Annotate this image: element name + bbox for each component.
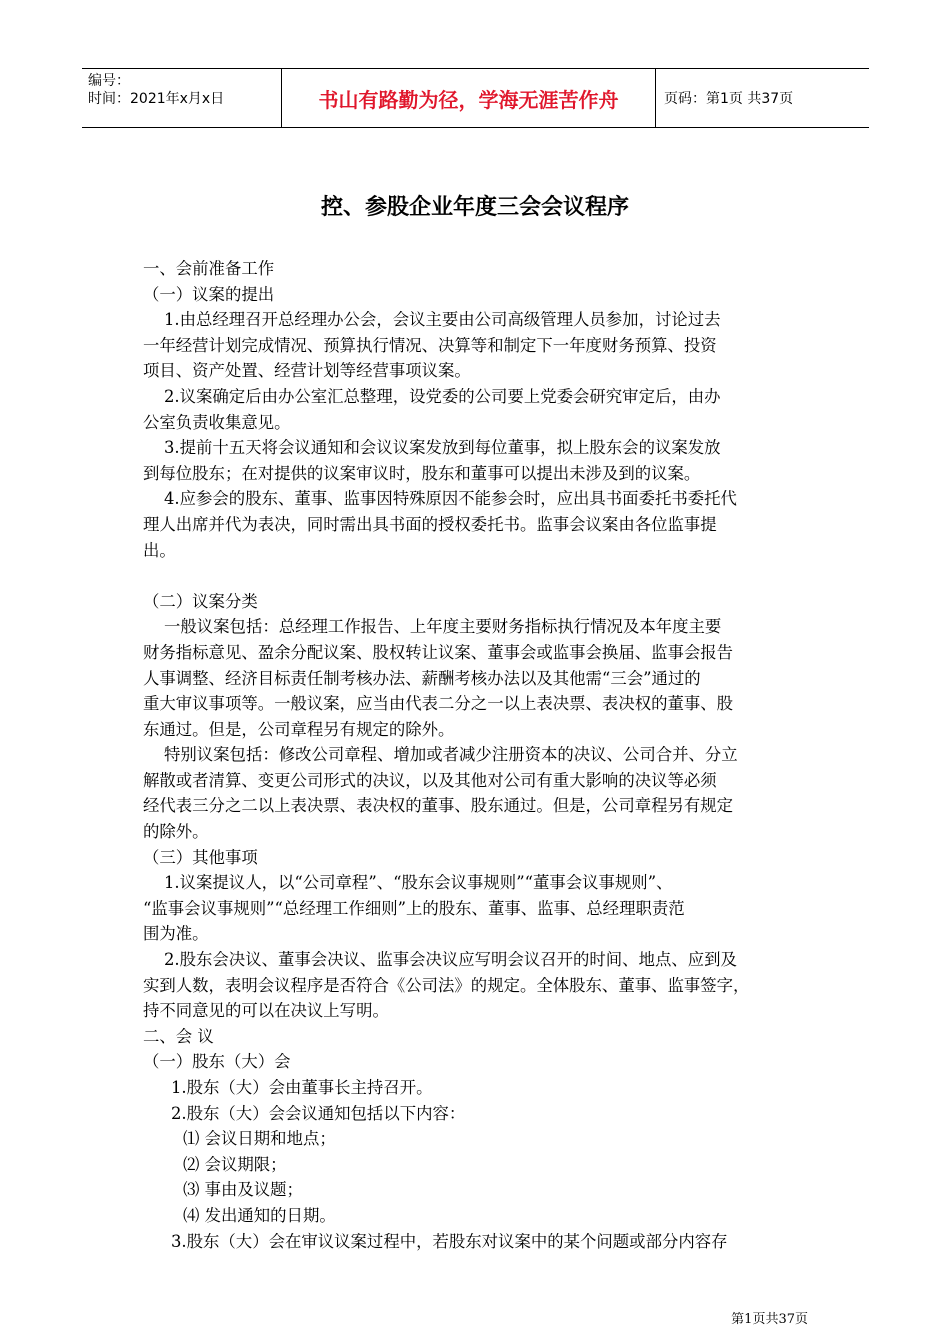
document-body — [143, 256, 808, 1254]
paragraph-line: 3.提前十五天将会议通知和会议议案发放到每位董事，拟上股东会的议案发放 — [164, 438, 721, 458]
paragraph-line: 财务指标意见、盈余分配议案、股权转让议案、董事会或监事会换届、监事会报告 — [143, 642, 734, 662]
motto: 书山有路勤为径，学海无涯苦作舟 — [282, 69, 656, 127]
paragraph-line: 1.议案提议人，以“公司章程”、“股东会议事规则”“董事会议事规则”、 — [164, 873, 673, 893]
subsection-heading: （三）其他事项 — [143, 847, 258, 867]
paragraph-line: 重大审议事项等。一般议案，应当由代表二分之一以上表决票、表决权的董事、股 — [143, 694, 734, 714]
header-table — [82, 68, 869, 128]
page-info: 页码：第1页 共37页 — [664, 91, 794, 107]
list-item: ⑶ 事由及议题； — [183, 1180, 303, 1200]
paragraph-line: “监事会议事规则”“总经理工作细则”上的股东、董事、监事、总经理职责范 — [143, 898, 685, 918]
document-title: 控、参股企业年度三会会议程序 — [320, 195, 629, 220]
paragraph-line: 东通过。但是，公司章程另有规定的除外。 — [143, 719, 455, 739]
paragraph-line: 的除外。 — [143, 822, 209, 842]
paragraph-line: 出。 — [143, 540, 176, 560]
paragraph-line: 围为准。 — [143, 924, 209, 944]
header-meta — [82, 69, 282, 127]
paragraph-line: 公室负责收集意见。 — [143, 412, 291, 432]
paragraph-line: 到每位股东；在对提供的议案审议时，股东和董事可以提出未涉及到的议案。 — [143, 463, 701, 483]
paragraph-line: 2.议案确定后由办公室汇总整理，设党委的公司要上党委会研究审定后，由办 — [164, 386, 721, 406]
list-item: 1.股东（大）会由董事长主持召开。 — [171, 1078, 433, 1097]
number-label: 编号： — [88, 73, 130, 89]
section-heading: 一、会前准备工作 — [143, 259, 275, 278]
paragraph-line: 解散或者清算、变更公司形式的决议，以及其他对公司有重大影响的决议等必须 — [143, 770, 717, 790]
paragraph-line: 一般议案包括：总经理工作报告、上年度主要财务指标执行情况及本年度主要 — [164, 617, 722, 637]
paragraph-line: 项目、资产处置、经营计划等经营事项议案。 — [143, 361, 471, 381]
list-item: 2.股东（大）会会议通知包括以下内容： — [171, 1103, 466, 1123]
list-item: 3.股东（大）会在审议议案过程中，若股东对议案中的某个问题或部分内容存 — [171, 1231, 728, 1251]
paragraph-line: 经代表三分之二以上表决票、表决权的董事、股东通过。但是，公司章程另有规定 — [143, 796, 734, 816]
list-item: ⑷ 发出通知的日期。 — [183, 1205, 336, 1225]
paragraph-line: 一年经营计划完成情况、预算执行情况、决算等和制定下一年度财务预算、投资 — [143, 335, 717, 355]
paragraph-line: 特别议案包括：修改公司章程、增加或者减少注册资本的决议、公司合并、分立 — [164, 745, 738, 765]
list-item: ⑴ 会议日期和地点； — [183, 1129, 336, 1149]
section-heading: 二、会 议 — [143, 1026, 214, 1046]
paragraph-line: 人事调整、经济目标责任制考核办法、薪酬考核办法以及其他需“三会”通过的 — [143, 668, 701, 688]
page-footer: 第1页共37页 — [731, 1312, 808, 1327]
blank-line — [143, 563, 808, 589]
paragraph-line: 理人出席并代为表决，同时需出具书面的授权委托书。监事会议案由各位监事提 — [143, 514, 717, 534]
paragraph-line: 持不同意见的可以在决议上写明。 — [143, 1001, 389, 1021]
paragraph-line: 1.由总经理召开总经理办公会，会议主要由公司高级管理人员参加，讨论过去 — [164, 310, 721, 330]
paragraph-line: 4.应参会的股东、董事、监事因特殊原因不能参会时，应出具书面委托书委托代 — [164, 489, 737, 509]
paragraph-line: 实到人数，表明会议程序是否符合《公司法》的规定。全体股东、董事、监事签字， — [143, 975, 750, 995]
paragraph-line: 2.股东会决议、董事会决议、监事会决议应写明会议召开的时间、地点、应到及 — [164, 950, 737, 970]
subsection-heading: （一）议案的提出 — [143, 284, 275, 304]
time-label: 时间：2021年x月x日 — [88, 91, 225, 107]
subsection-heading: （一）股东（大）会 — [143, 1052, 291, 1072]
subsection-heading: （二）议案分类 — [143, 591, 258, 611]
list-item: ⑵ 会议期限； — [183, 1154, 287, 1174]
